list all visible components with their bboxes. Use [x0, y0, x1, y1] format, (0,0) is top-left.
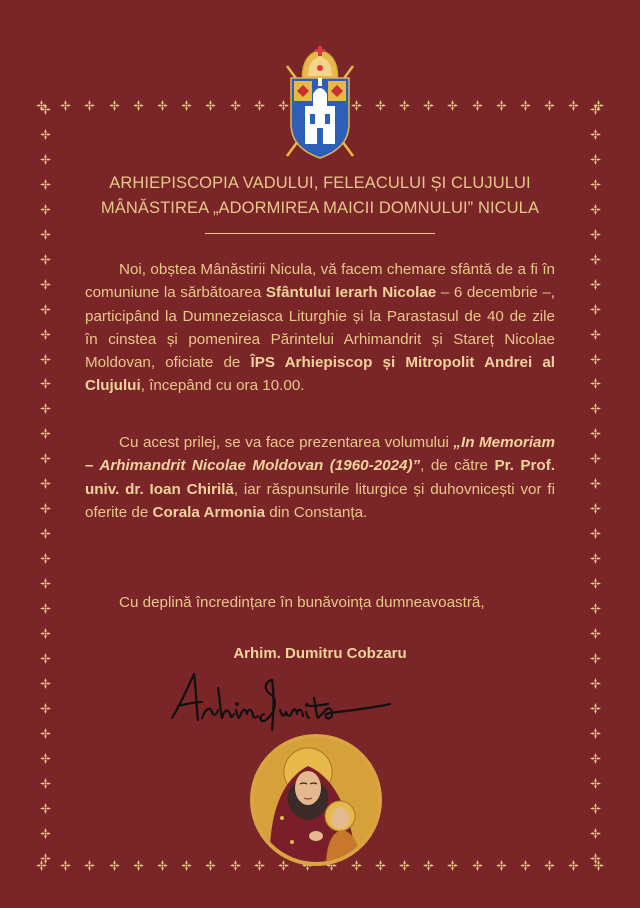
left-ornament	[40, 553, 51, 564]
top-ornament	[447, 100, 458, 111]
left-ornament	[40, 378, 51, 389]
right-ornament	[590, 104, 601, 115]
bottom-ornament	[133, 860, 144, 871]
left-ornament	[40, 753, 51, 764]
left-ornament	[40, 628, 51, 639]
left-ornament	[40, 728, 51, 739]
right-ornament	[590, 778, 601, 789]
left-ornament	[40, 129, 51, 140]
bottom-ornament	[496, 860, 507, 871]
right-ornament	[590, 753, 601, 764]
right-ornament	[590, 578, 601, 589]
top-ornament	[157, 100, 168, 111]
bottom-ornament	[399, 860, 410, 871]
right-ornament	[590, 628, 601, 639]
right-ornament	[590, 403, 601, 414]
left-ornament	[40, 578, 51, 589]
left-ornament	[40, 503, 51, 514]
left-ornament-border	[38, 104, 52, 864]
top-ornament	[254, 100, 265, 111]
left-ornament	[40, 703, 51, 714]
bottom-ornament	[181, 860, 192, 871]
right-ornament	[590, 603, 601, 614]
right-ornament	[590, 803, 601, 814]
p1-text-2: – 6 decembrie –, participând la Dumnezeiasca Liturghie și la Parastasul de 40 de zile în cinstea și pomenirea Părintelui Arhimandrit și Stareț Nicolae Moldovan, oficiate de	[85, 284, 555, 372]
p2-bold-presenter: Pr. Prof. univ. dr. Ioan Chirilă	[85, 457, 555, 498]
bottom-ornament	[544, 860, 555, 871]
closing-text: Cu deplină încredințare în bunăvoința dumneavoastră,	[119, 594, 485, 611]
right-ornament	[590, 428, 601, 439]
left-ornament	[40, 828, 51, 839]
p2-text-4: din Constanța.	[265, 503, 368, 521]
bottom-ornament	[84, 860, 95, 871]
p1-text-1: Noi, obștea Mânăstirii Nicula, vă facem chemare sfântă de a fi în comuniune la sărbătoarea	[85, 261, 555, 302]
top-ornament	[520, 100, 531, 111]
top-ornament	[568, 100, 579, 111]
left-ornament	[40, 678, 51, 689]
top-ornament	[472, 100, 483, 111]
p2-bold-choir: Corala Armonia	[152, 503, 266, 521]
left-ornament	[40, 403, 51, 414]
right-ornament	[590, 279, 601, 290]
left-ornament	[40, 104, 51, 115]
left-ornament	[40, 453, 51, 464]
top-ornament	[181, 100, 192, 111]
top-ornament	[399, 100, 410, 111]
top-ornament	[205, 100, 216, 111]
right-ornament	[590, 478, 601, 489]
left-ornament	[40, 304, 51, 315]
right-ornament	[590, 828, 601, 839]
right-ornament	[590, 453, 601, 464]
monastery-title: MÂNĂSTIREA „ADORMIREA MAICII DOMNULUI” NICULA	[100, 199, 540, 217]
bottom-ornament	[447, 860, 458, 871]
bottom-ornament	[230, 860, 241, 871]
bottom-ornament	[568, 860, 579, 871]
left-ornament	[40, 428, 51, 439]
bottom-ornament	[472, 860, 483, 871]
theotokos-icon-medallion	[248, 732, 384, 868]
top-ornament	[375, 100, 386, 111]
top-ornament	[60, 100, 71, 111]
right-ornament	[590, 678, 601, 689]
top-ornament	[496, 100, 507, 111]
left-ornament	[40, 778, 51, 789]
right-ornament	[590, 154, 601, 165]
p2-text-2: , de către	[420, 457, 495, 475]
bottom-ornament	[205, 860, 216, 871]
right-ornament	[590, 528, 601, 539]
top-ornament	[84, 100, 95, 111]
archdiocese-crest-icon	[277, 44, 363, 162]
top-ornament	[230, 100, 241, 111]
left-ornament	[40, 279, 51, 290]
p2-book-title: „In Memoriam – Arhimandrit Nicolae Moldovan (1960-2024)”	[85, 434, 555, 475]
right-ornament	[590, 254, 601, 265]
signatory-name: Arhim. Dumitru Cobzaru	[233, 645, 407, 662]
right-ornament	[590, 354, 601, 365]
right-ornament	[590, 503, 601, 514]
right-ornament	[590, 703, 601, 714]
invitation-paragraph-2	[85, 431, 555, 524]
p1-bold-feast: Sfântului Ierarh Nicolae	[265, 284, 437, 302]
left-ornament	[40, 229, 51, 240]
right-ornament	[590, 129, 601, 140]
closing-line	[85, 591, 555, 614]
right-ornament	[590, 553, 601, 564]
right-ornament	[590, 329, 601, 340]
top-ornament	[133, 100, 144, 111]
right-ornament	[590, 229, 601, 240]
bottom-ornament	[423, 860, 434, 871]
left-ornament	[40, 528, 51, 539]
bottom-ornament	[109, 860, 120, 871]
left-ornament	[40, 853, 51, 864]
bottom-ornament	[60, 860, 71, 871]
left-ornament	[40, 329, 51, 340]
left-ornament	[40, 478, 51, 489]
right-ornament	[590, 853, 601, 864]
p1-text-3: , începând cu ora 10.00.	[140, 377, 305, 395]
p2-text-3: , iar răspunsurile liturgice și duhovnicești vor fi oferite de	[85, 480, 555, 521]
left-ornament	[40, 254, 51, 265]
right-ornament	[590, 304, 601, 315]
p1-bold-hierarch: ÎPS Arhiepiscop și Mitropolit Andrei al Clujului	[85, 354, 555, 395]
left-ornament	[40, 603, 51, 614]
left-ornament	[40, 354, 51, 365]
right-ornament	[590, 728, 601, 739]
top-ornament	[109, 100, 120, 111]
bottom-ornament	[157, 860, 168, 871]
header-divider	[205, 233, 435, 234]
right-ornament	[590, 378, 601, 389]
top-ornament	[423, 100, 434, 111]
right-ornament-border	[588, 104, 602, 864]
top-ornament	[544, 100, 555, 111]
left-ornament	[40, 154, 51, 165]
archdiocese-title: ARHIEPISCOPIA VADULUI, FELEACULUI ȘI CLUJULUI	[109, 174, 531, 192]
handwritten-signature	[168, 668, 394, 736]
left-ornament	[40, 803, 51, 814]
invitation-paragraph-1	[85, 258, 555, 398]
p2-text-1: Cu acest prilej, se va face prezentarea volumului	[119, 434, 454, 451]
bottom-ornament	[520, 860, 531, 871]
